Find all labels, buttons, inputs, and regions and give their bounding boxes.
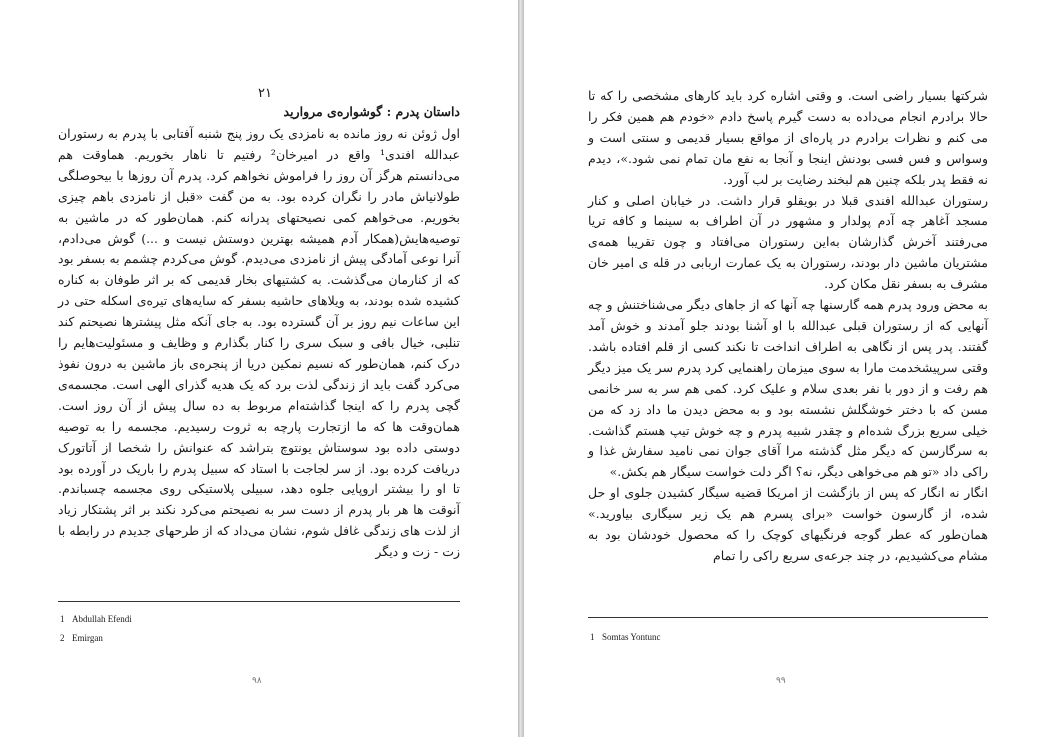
footnote-number: 2 [60,633,65,643]
right-page-body [588,86,988,567]
top-page-number: ۲۱ [258,86,272,101]
paragraph: اول ژوئن نه روز مانده به نامزدی یک روز پنج شنبه آفتابی با پدرم به رستوران عبدالله افندی¹ واقع در امیرخان² رفتیم تا ناهار بخوریم. هماوقت هم می‌دانستم هرگز آن روز را فراموش نخواهم کرد. پدرم آن روزها با بیحوصلگی طولانیاش مادر را نگران کرده بود. به من گفت «قبل از نامزدی باهم چیزی بخوریم. می‌خواهم کمی نصیحتهای پدرانه کنم. همان‌طور که در ماشین به توصیه‌هایش(همکار آدم همیشه بهترین دوستش نیست و ...) گوش می‌دادم، آنرا نوعی آمادگی پیش از نامزدی می‌دیدم. گوش می‌کردم چشمم به بسفر بود که از کنارمان می‌گذشت. به کشتیهای بخار قدیمی که بر اثر طوفان به کناره کشیده شده بودند، به ویلاهای حاشیه بسفر که سایه‌های تیره‌ی اسکله حتی در این ساعات نیم روز بر آن گسترده بود. به جای آنکه مثل پیشترها نصیحتم کند تنلبی، خیال بافی و سبک سری را کنار بگذارم و وظایف و مسئولیت‌هایم را درک کنم، همان‌طور که نسیم نمکین دریا از پنجره‌ی باز ماشین به درون نفوذ می‌کرد گفت باید از زندگی لذت برد که یک هدیه گذرای الهی است. مجسمه‌ی گچی پدرم را که اینجا گذاشته‌ام مربوط به ده سال پیش از آن روز است. همان‌وقت ها که ما ازتجارت پارچه به ثروت رسیدیم. مجسمه را به توصیه دوستی داده بود سوستاش یونتوچ بتراشد که عنوانش را شخصا از آتاتورک دریافت کرده بود. از سر لجاجت با استاد که سبیل پدرم را باریک در آورده بود تا او را بیشتر اروپایی جلوه دهد، سبیلی پلاستیکی روی مجسمه چسباندم. آنوقت ها هر بار پدرم از دست سر به نصیحتم می‌کرد نکند بر اثر پشتکار زیاد از لذت های زندگی غافل شوم، نشان می‌داد که از طرحهای جدیدم در رابطه با زت - زت و دیگر [58,126,460,560]
footnote-number: 1 [590,632,595,642]
paragraph: انگار نه انگار که پس از بازگشت از امریکا قضیه سیگار کشیدن جلوی او حل شده، از گارسون خواست «برای پسرم هم یک زیر سیگاری بیاورید.» همان‌طور که عطر گوجه فرنگیهای کوچک را که محصول خودشان بود به مشام می‌کشیدیم، در چند جرعه‌ی سریع راکی را تمام [588,485,988,563]
footnote-rule [588,617,988,618]
footnote-text: Emirgan [72,633,103,643]
footnote-text: Abdullah Efendi [72,614,132,624]
bottom-page-number: ۹۹ [776,676,786,686]
footnote-rule [58,601,460,602]
left-page [0,0,518,737]
right-page [524,0,1042,737]
paragraph: به محض ورود پدرم همه گارسنها چه آنها که از جاهای دیگر می‌شناختنش و چه آنهایی که از رستوران قبلی عبدالله با او آشنا بودند جلو آمدند و خوش آمد گفتند. پدر پس از نگاهی به اطراف انداخت تا نکند کسی از قلم افتاده باشد. وقتی سرپیشخدمت مارا به سوی میزمان راهنمایی کرد پدرم سر یک میز دیگر هم رفت و از دور با نفر بعدی سلام و علیک کرد. کمی هم سر به سر خانمی مسن که با دختر خوشگلش نشسته بود و به محض دیدن ما داد زد که من خیلی سریع بزرگ شده‌ام و چقدر شبیه پدرم و چه خوش تیپ هستم گذاشت. به سرگارسن که دیگر مثل گذشته مرا آقای جوان نمی نامید سفارش غذا و راکی داد «تو هم می‌خواهی دیگر، نه؟ اگر دلت خواست سیگار هم بکش.» [588,297,988,480]
footnotes [590,628,661,647]
footnotes [60,610,132,648]
left-page-body [58,124,460,563]
paragraph: شرکتها بسیار راضی است. و وقتی اشاره کرد باید کارهای مشخصی را که تا حالا برادرم انجام می‌داده به دست گیرم پاسخ دادم «خودم هم همین فکر را می کنم و نظرات برادرم در پاره‌ای از مواقع بسیار قدیمی و سنتی است و وسواس و فس فسی بودنش اینجا و آنجا به نفع مان تمام نمی شود.»، دیدم نه فقط پدر بلکه چنین هم لبخند رضایت بر لب آورد. [588,88,988,187]
chapter-title: داستان پدرم : گوشواره‌ی مروارید [283,104,460,119]
footnote-number: 1 [60,614,65,624]
footnote-text: Somtas Yontunc [602,632,661,642]
paragraph: رستوران عبدالله افندی قبلا در بویقلو قرار داشت. در خیابان اصلی و کنار مسجد آغاهر چه آدم پولدار و مشهور در آن اطراف به سینما و کافه تریا می‌رفتند آخرش گذارشان به‌این رستوران می‌افتاد و چون تقریبا همه‌ی مشتریان ماشین دار بودند، رستوران به یک عمارت اربابی در قله ی امیر خان مشرف به بسفر نقل مکان کرد. [588,192,989,292]
bottom-page-number: ۹۸ [252,676,262,686]
footnote [60,610,132,629]
footnote [590,628,661,647]
footnote [60,629,132,648]
